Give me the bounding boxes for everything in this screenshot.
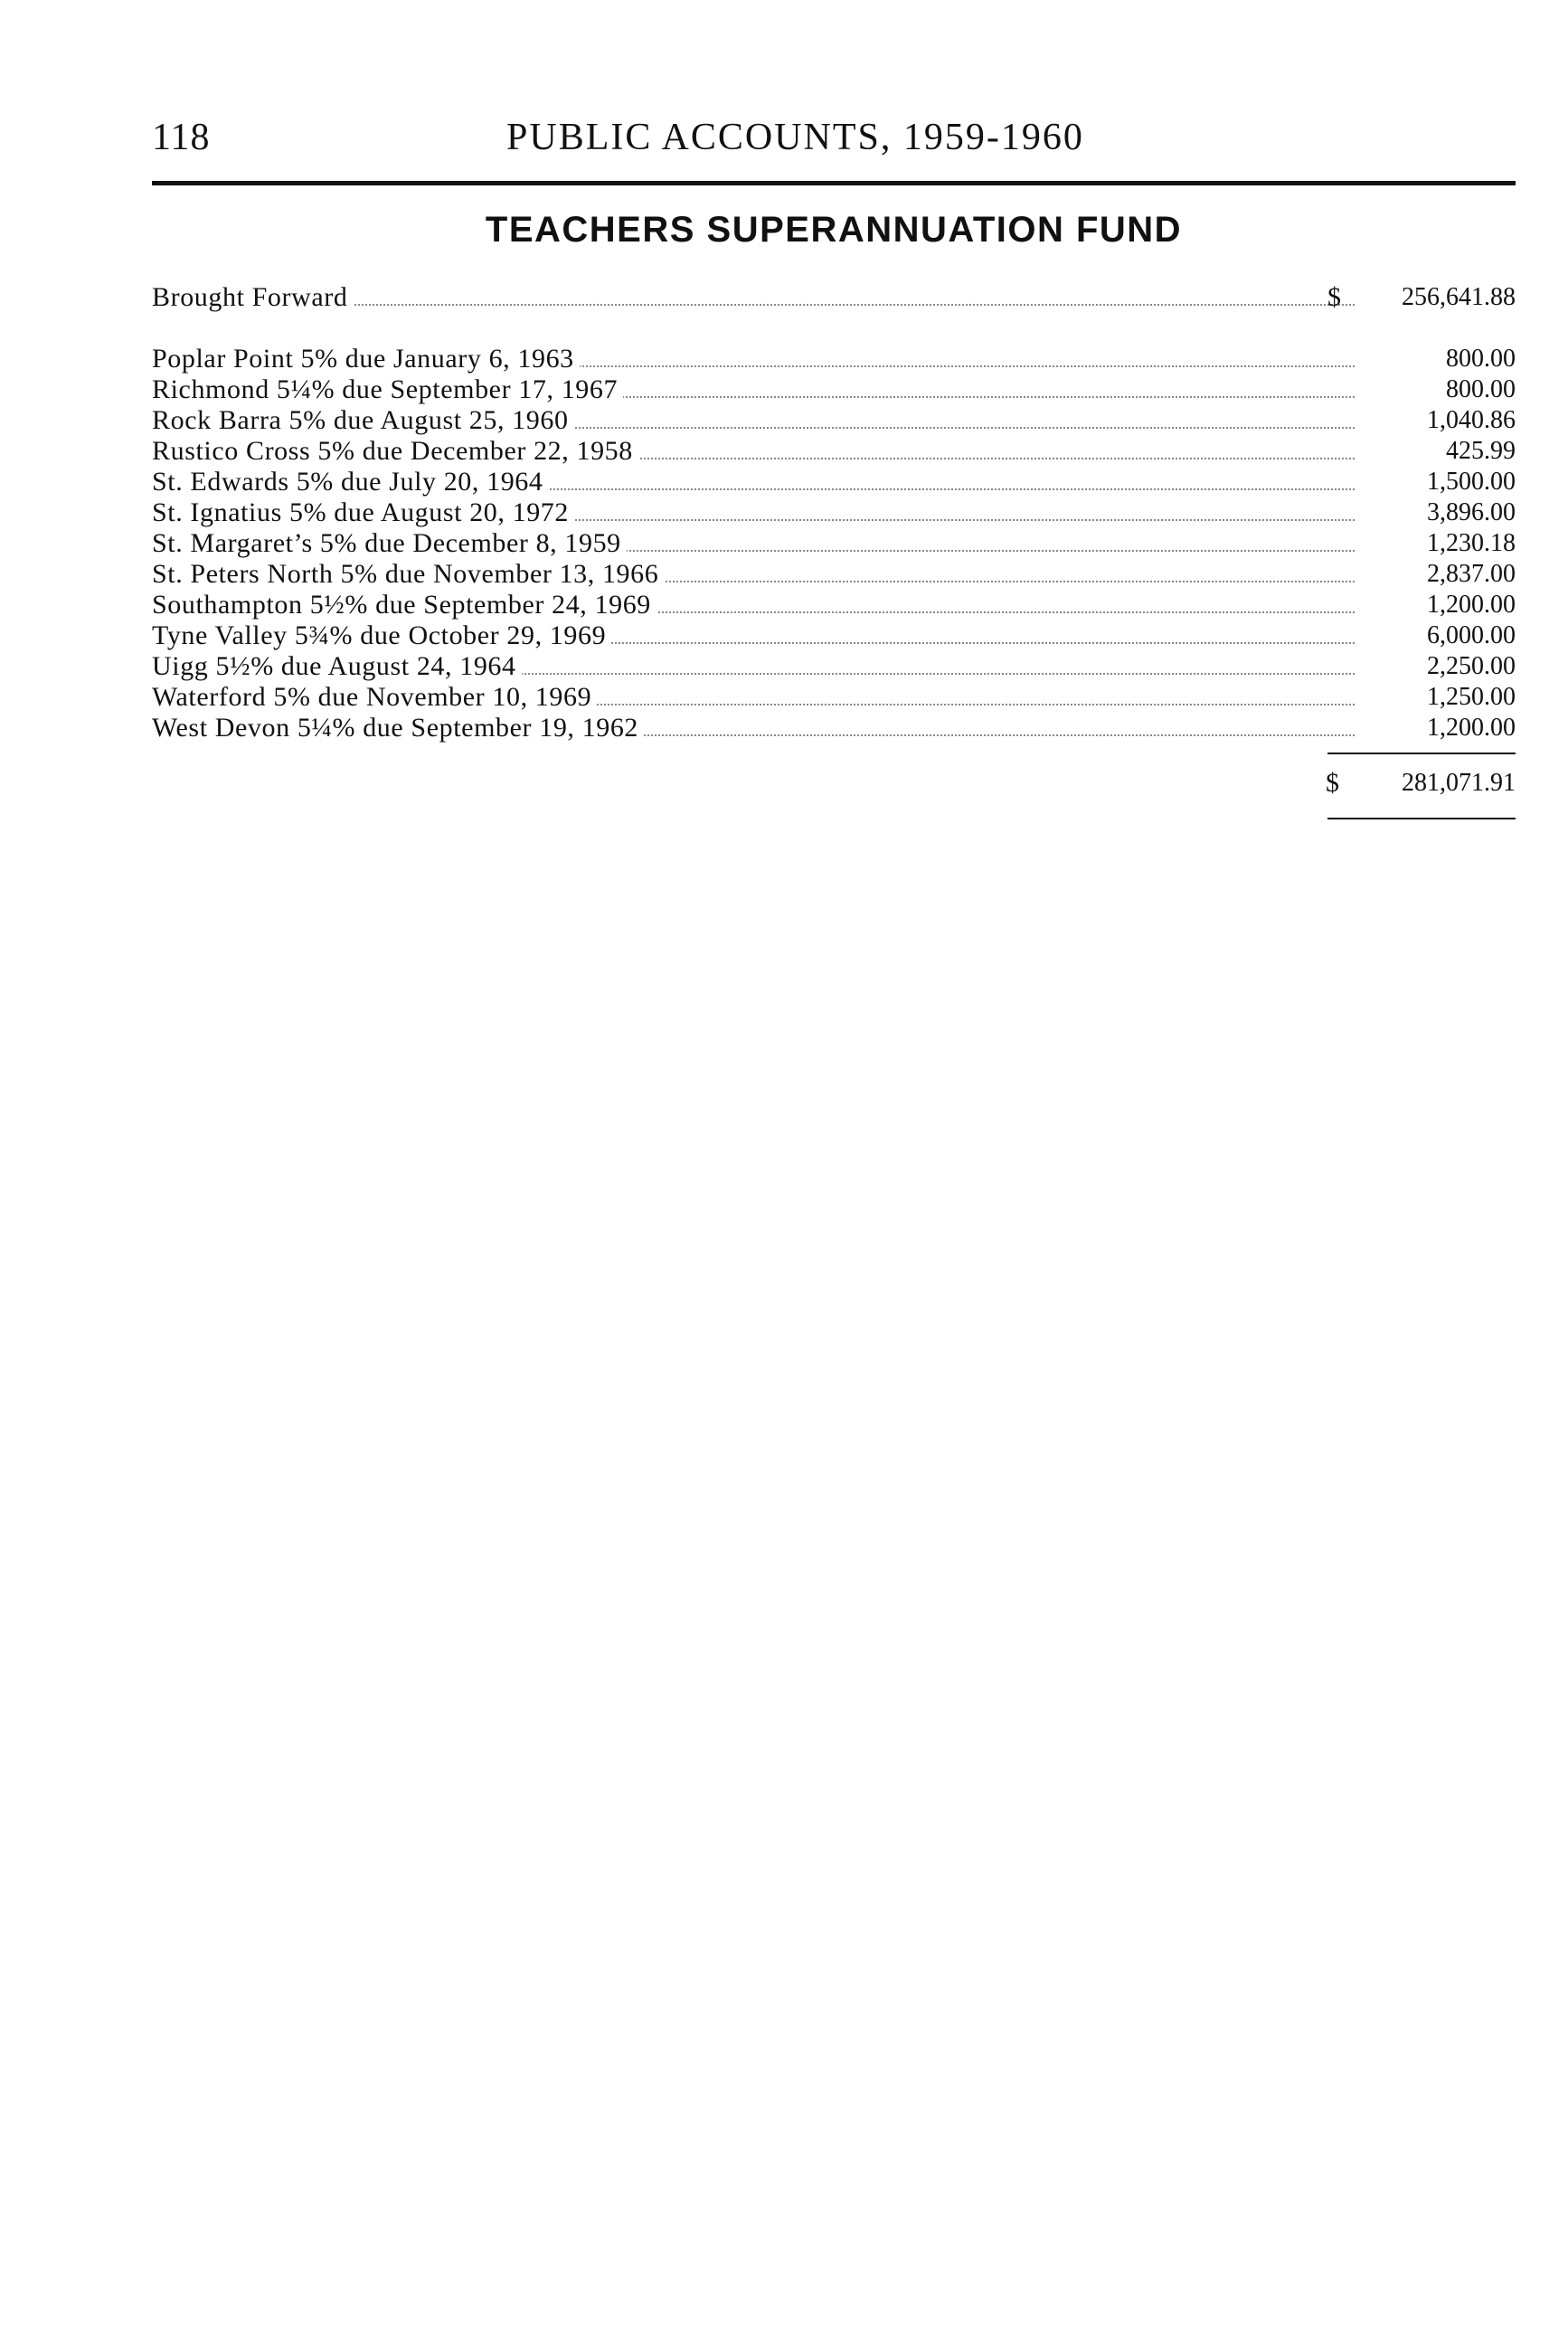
entry-amount: 2,837.00 [1427, 560, 1516, 588]
entry-row [152, 590, 1516, 620]
entry-row [152, 436, 1516, 467]
entry-amount: 800.00 [1446, 375, 1516, 403]
page-header [152, 116, 1516, 170]
entry-label: Uigg 5½% due August 24, 1964 [152, 651, 522, 682]
entry-row [152, 467, 1516, 497]
entry-row [152, 682, 1516, 713]
entry-amount: 2,250.00 [1427, 652, 1516, 680]
entry-label: Waterford 5% due November 10, 1969 [152, 682, 597, 713]
entry-label: Rock Barra 5% due August 25, 1960 [152, 405, 574, 436]
entry-label: Southampton 5½% due September 24, 1969 [152, 590, 656, 620]
total-amount: 281,071.91 [1402, 769, 1516, 797]
entry-row [152, 344, 1516, 374]
brought-forward-amount: 256,641.88 [1402, 283, 1516, 311]
entry-row [152, 405, 1516, 436]
entry-label: St. Peters North 5% due November 13, 1966 [152, 559, 664, 590]
sum-rule [1327, 753, 1516, 754]
entry-label: St. Margaret’s 5% due December 8, 1959 [152, 528, 627, 559]
total-underline [1327, 818, 1516, 819]
entry-amount: 6,000.00 [1427, 621, 1516, 649]
entry-amount: 1,200.00 [1427, 714, 1516, 742]
entry-label: St. Ignatius 5% due August 20, 1972 [152, 497, 574, 528]
entry-amount: 3,896.00 [1427, 498, 1516, 526]
entry-row [152, 497, 1516, 528]
brought-forward-currency: $ [1327, 282, 1341, 312]
entry-label: Rustico Cross 5% due December 22, 1958 [152, 436, 638, 467]
entry-label: Poplar Point 5% due January 6, 1963 [152, 344, 580, 374]
section-title: TEACHERS SUPERANNUATION FUND [485, 210, 1183, 250]
entry-amount: 1,200.00 [1427, 591, 1516, 619]
entry-row [152, 528, 1516, 559]
brought-forward-row [152, 282, 1516, 313]
entry-amount: 1,500.00 [1427, 468, 1516, 496]
entry-label: Richmond 5¼% due September 17, 1967 [152, 374, 623, 405]
total-currency: $ [1326, 768, 1339, 798]
entry-label: Tyne Valley 5¾% due October 29, 1969 [152, 620, 611, 651]
entry-row [152, 651, 1516, 682]
entry-row [152, 374, 1516, 405]
entry-row [152, 559, 1516, 590]
brought-forward-label: Brought Forward [152, 282, 353, 313]
entry-amount: 425.99 [1446, 437, 1516, 465]
entry-row [152, 713, 1516, 743]
page-number: 118 [152, 117, 211, 158]
total-row [152, 767, 1516, 800]
entry-label: West Devon 5¼% due September 19, 1962 [152, 713, 644, 743]
header-rule [152, 181, 1516, 185]
entry-label: St. Edwards 5% due July 20, 1964 [152, 467, 549, 497]
entry-amount: 800.00 [1446, 345, 1516, 373]
entry-amount: 1,250.00 [1427, 683, 1516, 711]
entry-row [152, 620, 1516, 651]
entry-amount: 1,040.86 [1427, 406, 1516, 434]
entry-amount: 1,230.18 [1427, 529, 1516, 557]
running-title: PUBLIC ACCOUNTS, 1959-1960 [506, 117, 1084, 158]
